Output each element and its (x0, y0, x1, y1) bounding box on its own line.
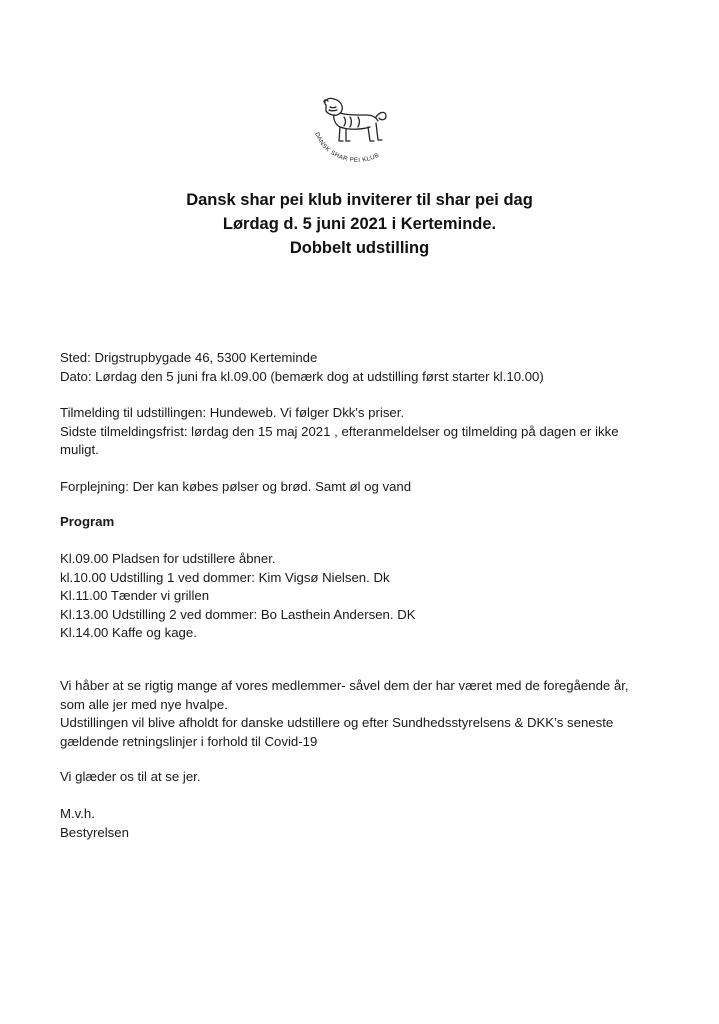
closing-line-1: Vi håber at se rigtig mange af vores medlemmer- såvel dem der har været med de foregående år, (60, 678, 629, 693)
shar-pei-dog-icon (300, 93, 410, 173)
svg-text:DANSK SHAR PEI KLUB (313, 131, 380, 163)
program-item: Kl.14.00 Kaffe og kage. (60, 625, 197, 640)
program-heading-text: Program (60, 514, 115, 529)
title-line-1: Dansk shar pei klub inviterer til shar pei dag (186, 191, 533, 209)
signature-line-1: M.v.h. (60, 806, 95, 821)
closing-line-3: Udstillingen vil blive afholdt for danske udstillere og efter Sundhedsstyrelsens & DKK’s seneste (60, 715, 614, 730)
registration-section (60, 404, 680, 460)
closing-line-5: Vi glæder os til at se jer. (60, 769, 201, 784)
title-line-3: Dobbelt udstilling (289, 239, 430, 257)
closing-paragraph (60, 677, 680, 751)
signature (60, 805, 680, 842)
club-logo (300, 93, 410, 173)
title-line-2: Lørdag d. 5 juni 2021 i Kerteminde. (222, 215, 497, 233)
logo-text: DANSK SHAR PEI KLUB (313, 131, 381, 164)
program-list (60, 550, 680, 643)
program-item: kl.10.00 Udstilling 1 ved dommer: Kim Vigsø Nielsen. Dk (60, 569, 390, 585)
registration-line-2: Sidste tilmeldingsfrist: lørdag den 15 maj 2021 , efteranmeldelser og tilmelding på dagen er ikke (60, 423, 619, 439)
document-title (0, 188, 719, 260)
location-line: Sted: Drigstrupbygade 46, 5300 Kerteminde (60, 350, 318, 365)
closing-line-4: gældende retningslinjer i forhold til Covid-19 (60, 733, 318, 749)
info-section (60, 349, 680, 386)
closing-line-2: som alle jer med nye hvalpe. (60, 696, 228, 712)
registration-line-1: Tilmelding til udstillingen: Hundeweb. Vi følger Dkk's priser. (60, 405, 405, 420)
catering-line: Forplejning: Der kan købes pølser og brød. Samt øl og vand (60, 479, 412, 494)
signature-line-2: Bestyrelsen (60, 824, 129, 840)
program-heading (60, 513, 680, 532)
program-item: Kl.11.00 Tænder vi grillen (60, 588, 210, 603)
program-item: Kl.13.00 Udstilling 2 ved dommer: Bo Lasthein Andersen. DK (60, 606, 416, 622)
date-line: Dato: Lørdag den 5 juni fra kl.09.00 (bemærk dog at udstilling først starter kl.10.00) (60, 368, 544, 384)
registration-line-3: muligt. (60, 442, 99, 457)
catering-section (60, 478, 680, 497)
closing-greeting (60, 768, 680, 787)
program-item: Kl.09.00 Pladsen for udstillere åbner. (60, 551, 276, 566)
